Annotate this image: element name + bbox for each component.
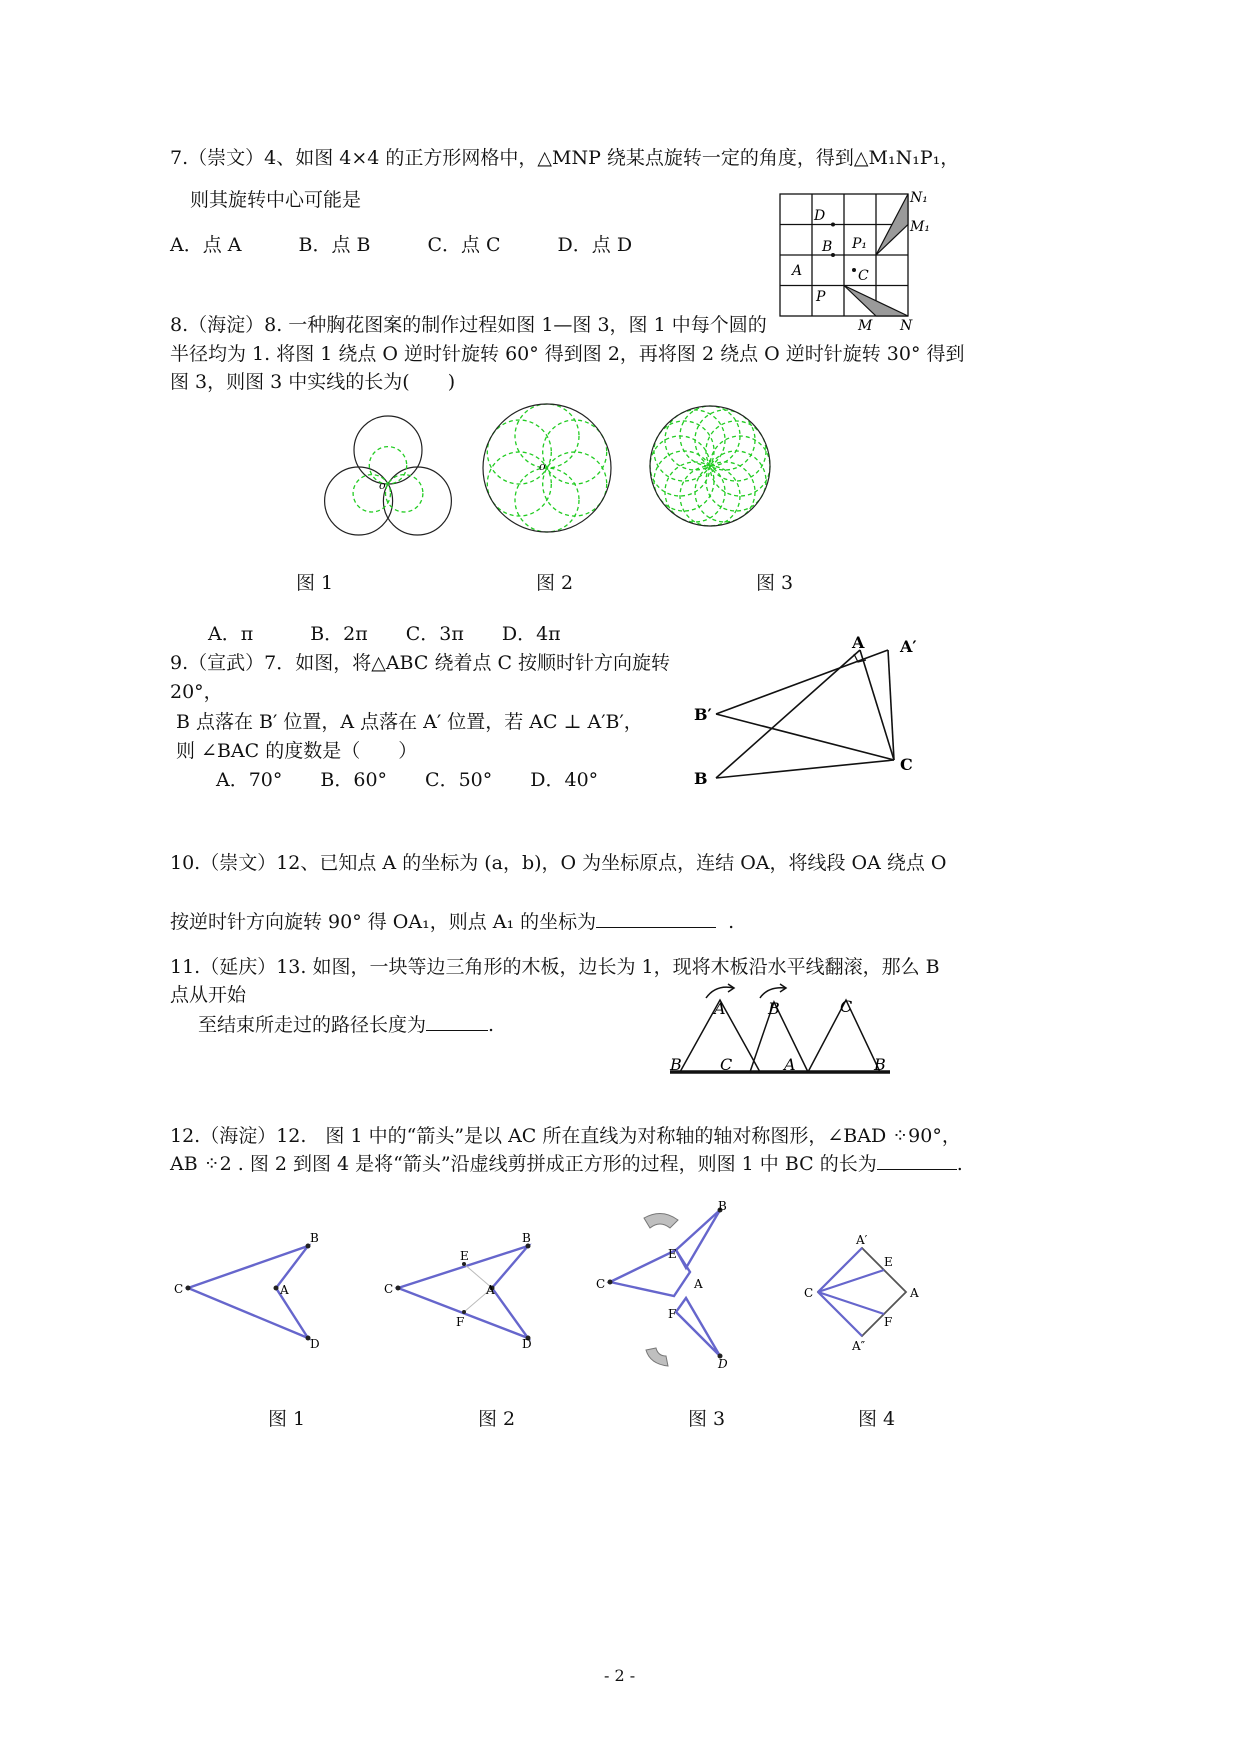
q12-figure-1 [166,1226,336,1356]
q10-answer-blank[interactable] [596,909,716,928]
q12-f3-label-a: A [694,1277,703,1291]
q12-line1: 12.（海淀）12. 图 1 中的“箭头”是以 AC 所在直线为对称轴的轴对称图形，∠BAD ⁘90°， [170,1125,961,1147]
q12-caption-1: 图 1 [268,1408,306,1430]
flower-3-circles [650,406,770,526]
q11-label-c-bottom: C [720,1055,733,1074]
page-number: - 2 - [604,1666,636,1685]
grid-label-p1: P₁ [852,236,868,252]
solid-circle [383,467,451,535]
q8-caption-1: 图 1 [296,572,334,594]
grid-label-c: C [858,268,869,284]
q11-rolling-triangle-figure [664,980,900,1082]
q12-answer-blank[interactable] [877,1151,957,1170]
q7-grid-figure [770,188,930,338]
q11-line2: 点从开始 [170,984,247,1006]
grid-label-a: A [792,263,803,279]
q11-label-a-bottom: A [784,1055,796,1074]
q12-figure-2 [376,1226,546,1356]
grid-label-n1: N₁ [910,190,928,206]
q9-label-b-prime: B′ [694,705,712,724]
flower-1-circles [325,416,452,535]
rotate-arrow-top-icon [644,1213,678,1228]
q12-f1-label-c: C [174,1282,184,1296]
q12-f2-label-f: F [456,1315,465,1329]
q9-label-a: A [852,633,865,652]
q11-label-c-top: C [840,997,853,1016]
q12-f4-label-a: A [910,1286,919,1300]
dashed-circle [650,436,710,496]
q11-label-b-start: B [670,1055,682,1074]
q8-line3: 图 3，则图 3 中实线的长为( ) [170,371,456,393]
q11-line3 [198,1012,494,1037]
q12-line2-text: AB ⁘2 . 图 2 到图 4 是将“箭头”沿虚线剪拼成正方形的过程，则图 1 中 BC 的长为 [170,1153,877,1175]
q12-line2 [170,1151,963,1176]
dashed-circle [654,451,714,511]
q12-f4-label-c: C [804,1286,814,1300]
q9-label-b: B [694,769,708,788]
q7-options: A．点 A B．点 B C．点 C D．点 D [170,234,633,256]
q12-f3-label-e: E [668,1247,677,1261]
q12-f4-label-e: E [884,1255,893,1269]
dashed-circle [369,447,406,484]
flower-figure-3 [640,396,790,546]
q12-end: . [956,1153,963,1175]
q9-label-c: C [900,755,913,774]
q11-label-b-end: B [874,1055,886,1074]
q12-f3-label-b: B [718,1199,727,1213]
q12-f1-label-b: B [310,1231,319,1245]
q8-line1: 8.（海淀）8. 一种胸花图案的制作过程如图 1—图 3，图 1 中每个圆的 [170,314,767,336]
q12-f2-label-e: E [460,1249,469,1263]
flower-figure-2 [482,398,632,548]
flower-figure-1 [320,400,480,550]
q12-figure-3 [588,1196,758,1386]
q10-line2 [170,909,734,934]
flower-2-circles [483,404,611,532]
q8-line2: 半径均为 1. 将图 1 绕点 O 逆时针旋转 60° 得到图 2，再将图 2 绕点 O 逆时针旋转 30° 得到 [170,343,965,365]
q7-line2: 则其旋转中心可能是 [190,189,362,211]
rotate-arrow-bottom-icon [646,1348,668,1366]
q9-label-a-prime: A′ [900,637,917,656]
q11-line1: 11.（延庆）13. 如图，一块等边三角形的木板，边长为 1，现将木板沿水平线翻滚，那么 B [170,956,940,978]
q8-options: A．π B．2π C．3π D．4π [208,623,561,645]
q12-f2-label-d: D [522,1337,532,1351]
q12-f4-label-a-double-prime: A″ [852,1339,866,1353]
q12-f2-label-c: C [384,1282,394,1296]
q12-f3-label-f: F [668,1307,677,1321]
q11-label-a-top: A [714,999,726,1018]
q8-caption-2: 图 2 [536,572,574,594]
q9-options: A．70° B．60° C．50° D．40° [216,769,599,791]
q9-line1: 9.（宣武）7．如图，将△ABC 绕着点 C 按顺时针方向旋转 [170,652,671,674]
q10-line2-text: 按逆时针方向旋转 90° 得 OA₁，则点 A₁ 的坐标为 [170,911,597,933]
flower-1-center-label: o [379,479,386,492]
grid-label-p: P [816,289,826,305]
q12-f4-label-f: F [884,1315,893,1329]
grid-label-b: B [822,239,833,255]
q11-end: . [488,1014,495,1036]
q8-caption-3: 图 3 [756,572,794,594]
q10-end: . [728,911,735,933]
q12-caption-2: 图 2 [478,1408,516,1430]
grid-label-n: N [900,318,913,334]
q12-caption-3: 图 3 [688,1408,726,1430]
q9-line3: B 点落在 B′ 位置，A 点落在 A′ 位置，若 AC ⊥ A′B′， [176,711,643,733]
dashed-circle [680,406,740,466]
q9-line4: 则 ∠BAC 的度数是（ ） [176,740,418,762]
q12-f4-label-a-prime: A′ [856,1233,868,1247]
q12-f1-label-a: A [280,1283,289,1297]
q12-f1-label-d: D [310,1337,320,1351]
q7-line1: 7.（崇文）4、如图 4×4 的正方形网格中，△MNP 绕某点旋转一定的角度，得到△M₁N₁P₁， [170,147,960,169]
q9-rotation-figure [688,628,924,808]
q12-f3-label-c: C [596,1277,606,1291]
q11-line3-text: 至结束所走过的路径长度为 [198,1014,427,1036]
solid-circle [354,416,422,484]
q11-label-b-top: B [768,999,780,1018]
q9-line2: 20°， [170,681,223,703]
q12-figure-4 [798,1226,928,1356]
q12-f3-label-d: D [718,1357,728,1371]
q10-line1: 10.（崇文）12、已知点 A 的坐标为 (a，b)，O 为坐标原点，连结 OA，将线段 OA 绕点 O [170,852,947,874]
dashed-circle [706,451,766,511]
q12-f2-label-b: B [522,1231,531,1245]
q12-f2-label-a: A [486,1283,495,1297]
grid-label-d: D [814,208,826,224]
q12-caption-4: 图 4 [858,1408,896,1430]
grid-label-m1: M₁ [910,219,930,235]
flower-2-center-label: o [539,460,546,473]
grid-label-m: M [858,318,873,334]
q11-answer-blank[interactable] [426,1012,488,1031]
